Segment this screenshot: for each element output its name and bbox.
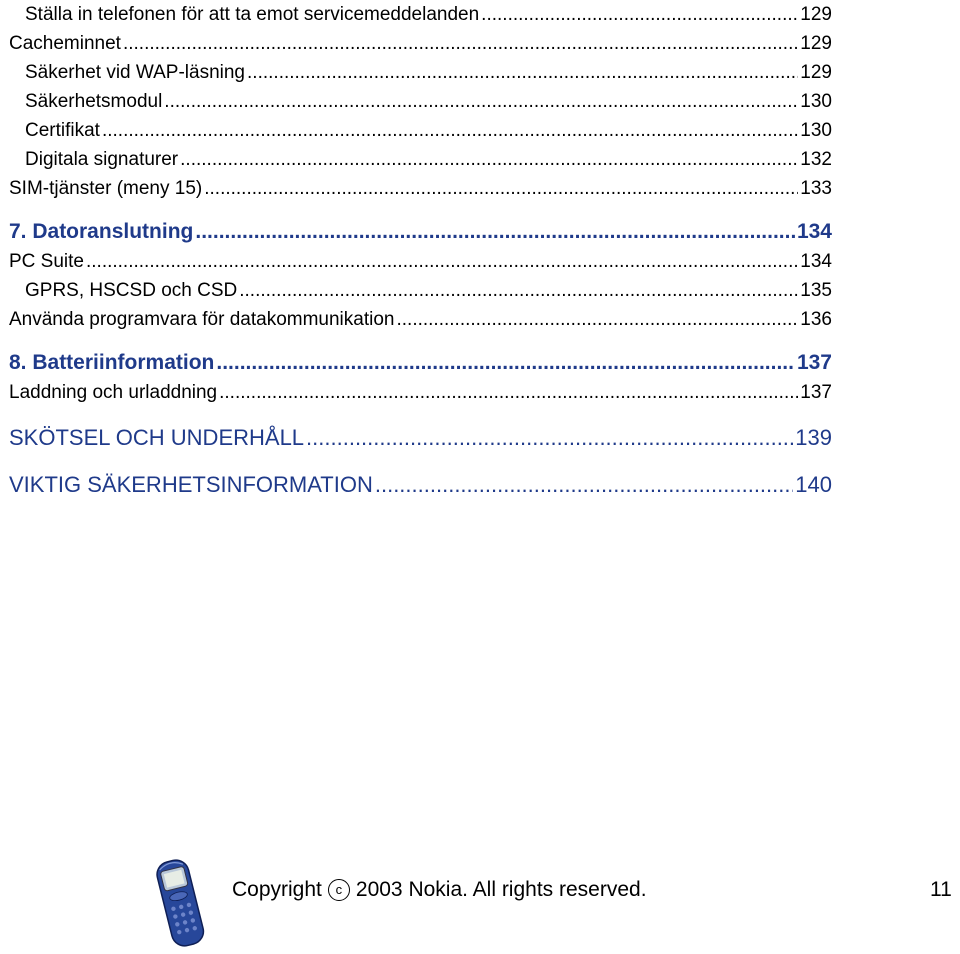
dot-leader: [219, 378, 798, 407]
toc-part[interactable]: [9, 469, 832, 501]
dot-leader: [216, 348, 795, 378]
dot-leader: [102, 116, 798, 145]
toc-part[interactable]: [9, 422, 832, 454]
toc-chapter[interactable]: [9, 348, 832, 378]
toc-part-page: 140: [795, 472, 832, 497]
toc-part-title: SKÖTSEL OCH UNDERHÅLL: [9, 425, 305, 450]
dot-leader: [195, 217, 795, 247]
toc-entry-page: 135: [800, 280, 832, 301]
dot-leader: [180, 145, 798, 174]
toc-entry-title: Digitala signaturer: [25, 149, 179, 170]
toc-entry[interactable]: [9, 116, 832, 145]
toc-part-page: 139: [795, 425, 832, 450]
dot-leader: [375, 469, 793, 501]
toc-entry-page: 129: [800, 33, 832, 54]
copyright-prefix: Copyright: [232, 878, 322, 901]
table-of-contents: [9, 0, 832, 501]
toc-entry[interactable]: [9, 29, 832, 58]
toc-entry[interactable]: [9, 0, 832, 29]
toc-chapter-page: 137: [796, 351, 832, 374]
dot-leader: [164, 87, 798, 116]
toc-entry-title: Cacheminnet: [9, 33, 121, 54]
page-number: 11: [930, 878, 952, 901]
dot-leader: [247, 58, 798, 87]
toc-entry-title: PC Suite: [9, 251, 84, 272]
dot-leader: [396, 305, 798, 334]
toc-entry[interactable]: [9, 378, 832, 407]
toc-entry-page: 133: [800, 178, 832, 199]
toc-entry[interactable]: [9, 58, 832, 87]
toc-entry-title: Säkerhet vid WAP-läsning: [25, 62, 246, 83]
toc-entry-page: 132: [800, 149, 832, 170]
copyright-notice: [232, 878, 647, 902]
toc-entry[interactable]: [9, 276, 832, 305]
toc-entry[interactable]: [9, 174, 832, 203]
toc-chapter-title: 7. Datoranslutning: [9, 220, 194, 243]
page-footer: [0, 850, 960, 949]
toc-entry-page: 130: [800, 91, 832, 112]
toc-part-title: VIKTIG SÄKERHETSINFORMATION: [9, 472, 373, 497]
toc-entry-page: 136: [800, 309, 832, 330]
toc-entry-title: SIM-tjänster (meny 15): [9, 178, 203, 199]
dot-leader: [481, 0, 798, 29]
toc-entry-page: 129: [800, 4, 832, 25]
toc-entry-page: 134: [800, 251, 832, 272]
toc-chapter-page: 134: [796, 220, 832, 243]
toc-entry-title: Säkerhetsmodul: [25, 91, 163, 112]
toc-chapter[interactable]: [9, 217, 832, 247]
dot-leader: [123, 29, 798, 58]
nokia-phone-icon: [150, 854, 210, 949]
toc-entry-title: GPRS, HSCSD och CSD: [25, 280, 238, 301]
toc-chapter-title: 8. Batteriinformation: [9, 351, 215, 374]
toc-entry-title: Använda programvara för datakommunikation: [9, 309, 395, 330]
copyright-text: 2003 Nokia. All rights reserved.: [355, 878, 647, 901]
toc-entry-page: 137: [800, 382, 832, 403]
toc-entry-title: Ställa in telefonen för att ta emot servicemeddelanden: [25, 4, 480, 25]
toc-entry-page: 130: [800, 120, 832, 141]
copyright-symbol-icon: c: [328, 879, 350, 901]
toc-entry[interactable]: [9, 87, 832, 116]
toc-entry[interactable]: [9, 305, 832, 334]
dot-leader: [306, 422, 793, 454]
dot-leader: [204, 174, 798, 203]
toc-entry-title: Laddning och urladdning: [9, 382, 218, 403]
toc-entry[interactable]: [9, 247, 832, 276]
toc-entry-page: 129: [800, 62, 832, 83]
toc-entry-title: Certifikat: [25, 120, 100, 141]
dot-leader: [86, 247, 798, 276]
toc-entry[interactable]: [9, 145, 832, 174]
dot-leader: [239, 276, 798, 305]
